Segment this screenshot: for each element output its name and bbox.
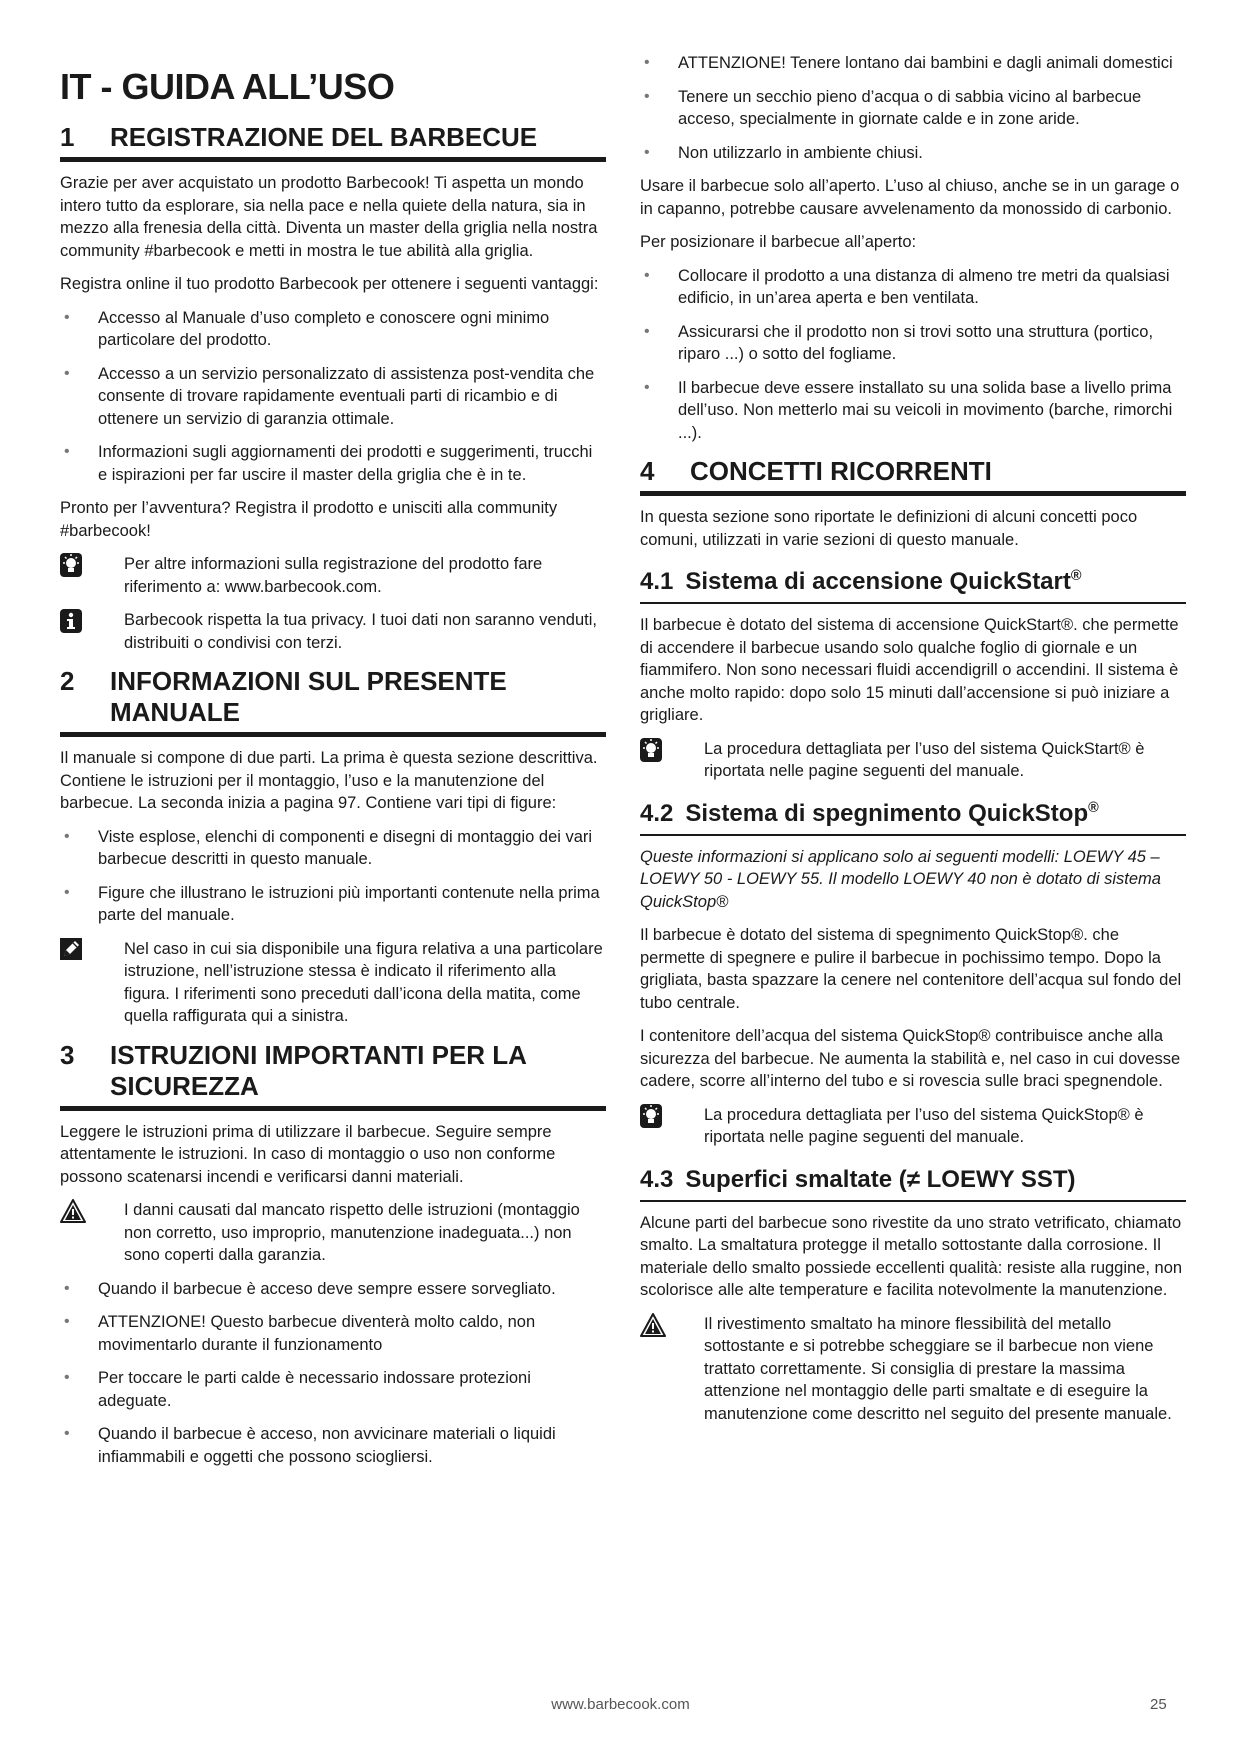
subsection-title: Superfici smaltate (≠ LOEWY SST): [685, 1165, 1076, 1193]
section-3-heading: [60, 1040, 606, 1111]
paragraph: Alcune parti del barbecue sono rivestite da uno strato vetrificato, chiamato smalto. La smaltatura protegge il metallo sottostante dalla corrosione. Il materiale dello smalto possiede eccellenti qualità: resiste alla ruggine, non scolorisce alle alte temperature e facilita notevolmente la manutenzione.: [640, 1213, 1183, 1299]
footer-url: www.barbecook.com: [551, 1696, 690, 1713]
bullet-list: [60, 1278, 606, 1469]
list-item: • Per toccare le parti calde è necessario indossare protezioni adeguate.: [60, 1367, 606, 1412]
paragraph: Il barbecue è dotato del sistema di accensione QuickStart®. che permette di accendere il barbecue usando solo qualche foglio di giornale e un fiammifero. Non sono necessari fluidi accendigrill o accendini. Il sistema è anche molto rapido: dopo solo 15 minuti dall’accensione si può iniziare a grigliare.: [640, 616, 1179, 724]
list-item: • Quando il barbecue è acceso, non avvicinare materiali o liquidi infiammabili e oggetti che possono sciogliersi.: [60, 1423, 606, 1468]
note-text: La procedura dettagliata per l’uso del sistema QuickStop® è riportata nelle pagine seguenti del manuale.: [704, 1105, 1144, 1146]
list-item: • Accesso a un servizio personalizzato di assistenza post-vendita che consente di trovare rapidamente eventuali parti di ricambio e di ottenere un servizio di garanzia ottimale.: [60, 363, 606, 431]
warning-note: [60, 1199, 606, 1267]
note-text: Il rivestimento smaltato ha minore flessibilità del metallo sottostante e si potrebbe scheggiare se il barbecue non viene trattato correttamente. Si consiglia di prestare la massima attenzione nel montaggio delle parti smaltate e di eseguire la manutenzione come descritto nel seguito del presente manuale.: [704, 1314, 1172, 1423]
list-item: • Informazioni sugli aggiornamenti dei prodotti e suggerimenti, trucchi e ispirazioni per far uscire il master della griglia che è in te.: [60, 441, 606, 486]
section-number: 1: [60, 122, 75, 152]
paragraph: Per posizionare il barbecue all’aperto:: [640, 233, 917, 251]
subsection-4-2-heading: [640, 799, 1186, 836]
right-column: [640, 52, 1186, 1436]
list-item: • Viste esplose, elenchi di componenti e disegni di montaggio dei vari barbecue descritti in questo manuale.: [60, 826, 606, 871]
registered-mark: ®: [1088, 799, 1099, 816]
list-item: • ATTENZIONE! Tenere lontano dai bambini e dagli animali domestici: [640, 52, 1186, 75]
bullet-list: [640, 52, 1186, 164]
subsection-title: Sistema di accensione QuickStart: [685, 568, 1071, 595]
note-text: Barbecook rispetta la tua privacy. I tuoi dati non saranno venduti, distribuiti o condivisi con terzi.: [124, 611, 597, 652]
info-icon: [60, 609, 124, 633]
paragraph: Usare il barbecue solo all’aperto. L’uso al chiuso, anche se in un garage o in capanno, potrebbe causare avvelenamento da monossido di carbonio.: [640, 177, 1180, 218]
left-column: [60, 52, 606, 1479]
tip-note: [60, 553, 606, 598]
registered-mark: ®: [1070, 568, 1082, 584]
paragraph: I contenitore dell’acqua del sistema QuickStop® contribuisce anche alla sicurezza del barbecue. Ne aumenta la stabilità e, nel caso in cui dovesse cadere, scorre all’interno del tubo e si rovescia sulle braci spegnendole.: [640, 1027, 1181, 1090]
section-number: 3: [60, 1039, 75, 1070]
list-item: • Quando il barbecue è acceso deve sempre essere sorvegliato.: [60, 1278, 606, 1301]
page-title: IT - GUIDA ALL’USO: [60, 66, 395, 107]
pencil-note: [60, 938, 606, 1028]
note-text: Nel caso in cui sia disponibile una figura relativa a una particolare istruzione, nell’istruzione stessa è indicato il riferimento alla figura. I riferimenti sono preceduti dall’icona della matita, come quella raffigurata qui a sinistra.: [124, 939, 603, 1025]
subsection-number: 4.3: [640, 1165, 674, 1193]
pencil-icon: [60, 938, 124, 962]
paragraph: Il barbecue è dotato del sistema di spegnimento QuickStop®. che permette di spegnere e pulire il barbecue in pochissimo tempo. Dopo la grigliata, basta spazzare la cenere nel contenitore dell’acqua sul fondo del tubo centrale.: [640, 926, 1182, 1012]
section-title-line: MANUALE: [110, 697, 240, 727]
paragraph: Pronto per l’avventura? Registra il prodotto e unisciti alla community #barbecook!: [60, 499, 558, 540]
list-item: • Figure che illustrano le istruzioni più importanti contenute nella prima parte del manuale.: [60, 882, 606, 927]
paragraph: Registra online il tuo prodotto Barbecook per ottenere i seguenti vantaggi:: [60, 275, 599, 293]
list-item: • Assicurarsi che il prodotto non si trovi sotto una struttura (portico, riparo ...) o sotto del fogliame.: [640, 321, 1186, 366]
section-title: [110, 666, 606, 728]
list-item: • Accesso al Manuale d’uso completo e conoscere ogni minimo particolare del prodotto.: [60, 307, 606, 352]
bullet-list: [640, 265, 1186, 445]
list-item: • Tenere un secchio pieno d’acqua o di sabbia vicino al barbecue acceso, specialmente in giornate calde e in zone aride.: [640, 86, 1186, 131]
section-title: [110, 1040, 606, 1102]
section-2-heading: [60, 666, 606, 737]
list-item: • Il barbecue deve essere installato su una solida base a livello prima dell’uso. Non metterlo mai su veicoli in movimento (barche, rimorchi ...).: [640, 377, 1186, 445]
list-item: • Non utilizzarlo in ambiente chiusi.: [640, 142, 1186, 165]
subsection-4-3-heading: [640, 1165, 1186, 1202]
paragraph: Il manuale si compone di due parti. La prima è questa sezione descrittiva. Contiene le istruzioni per il montaggio, l’uso e la manutenzione del barbecue. La seconda inizia a pagina 97. Contiene vari tipi di figure:: [60, 749, 598, 812]
note-text: La procedura dettagliata per l’uso del sistema QuickStart® è riportata nelle pagine seguenti del manuale.: [704, 739, 1145, 780]
subsection-4-1-heading: [640, 567, 1186, 604]
bullet-list: [60, 307, 606, 487]
page-number: 25: [1150, 1696, 1167, 1713]
info-note: [60, 609, 606, 654]
lightbulb-icon: [60, 553, 124, 577]
section-title-line: SICUREZZA: [110, 1070, 259, 1101]
subsection-number: 4.2: [640, 799, 674, 827]
paragraph: In questa sezione sono riportate le definizioni di alcuni concetti poco comuni, utilizzati in varie sezioni di questo manuale.: [640, 508, 1138, 549]
lightbulb-icon: [640, 738, 704, 762]
warning-note: [640, 1313, 1186, 1426]
subsection-number: 4.1: [640, 568, 674, 595]
note-text: Per altre informazioni sulla registrazione del prodotto fare riferimento a: www.barbecook.com.: [124, 555, 543, 596]
section-4-heading: [640, 456, 1186, 496]
warning-icon: [60, 1199, 124, 1223]
section-title: CONCETTI RICORRENTI: [690, 456, 992, 486]
list-item: • Collocare il prodotto a una distanza di almeno tre metri da qualsiasi edificio, in un’area aperta e ben ventilata.: [640, 265, 1186, 310]
paragraph-italic: Queste informazioni si applicano solo ai seguenti modelli: LOEWY 45 – LOEWY 50 - LOEWY 55. Il modello LOEWY 40 non è dotato di sistema QuickStop®: [640, 847, 1161, 911]
paragraph: Grazie per aver acquistato un prodotto Barbecook! Ti aspetta un mondo intero tutto da esplorare, sia nella pace e nella quiete della natura, sia in mezzo alla frenesia della città. Diventa un master della griglia nella nostra community #barbecook e metti in mostra le tue abilità alla griglia.: [60, 174, 598, 260]
section-title: REGISTRAZIONE DEL BARBECUE: [110, 122, 538, 152]
tip-note: [640, 1104, 1186, 1149]
section-1-heading: [60, 122, 606, 162]
section-title-line: INFORMAZIONI SUL PRESENTE: [110, 666, 507, 696]
tip-note: [640, 738, 1186, 783]
subsection-title: Sistema di spegnimento QuickStop: [685, 799, 1089, 827]
list-item: • ATTENZIONE! Questo barbecue diventerà molto caldo, non movimentarlo durante il funzionamento: [60, 1311, 606, 1356]
note-text: I danni causati dal mancato rispetto delle istruzioni (montaggio non corretto, uso improprio, manutenzione inadeguata...) non sono coperti dalla garanzia.: [124, 1201, 580, 1264]
warning-icon: [640, 1313, 704, 1337]
bullet-list: [60, 826, 606, 927]
section-number: 2: [60, 666, 75, 696]
lightbulb-icon: [640, 1104, 704, 1128]
paragraph: Leggere le istruzioni prima di utilizzare il barbecue. Seguire sempre attentamente le istruzioni. In caso di montaggio o uso non conforme possono scatenarsi incendi e verificarsi danni materiali.: [60, 1122, 556, 1186]
section-title-line: ISTRUZIONI IMPORTANTI PER LA: [110, 1039, 527, 1070]
section-number: 4: [640, 456, 655, 486]
